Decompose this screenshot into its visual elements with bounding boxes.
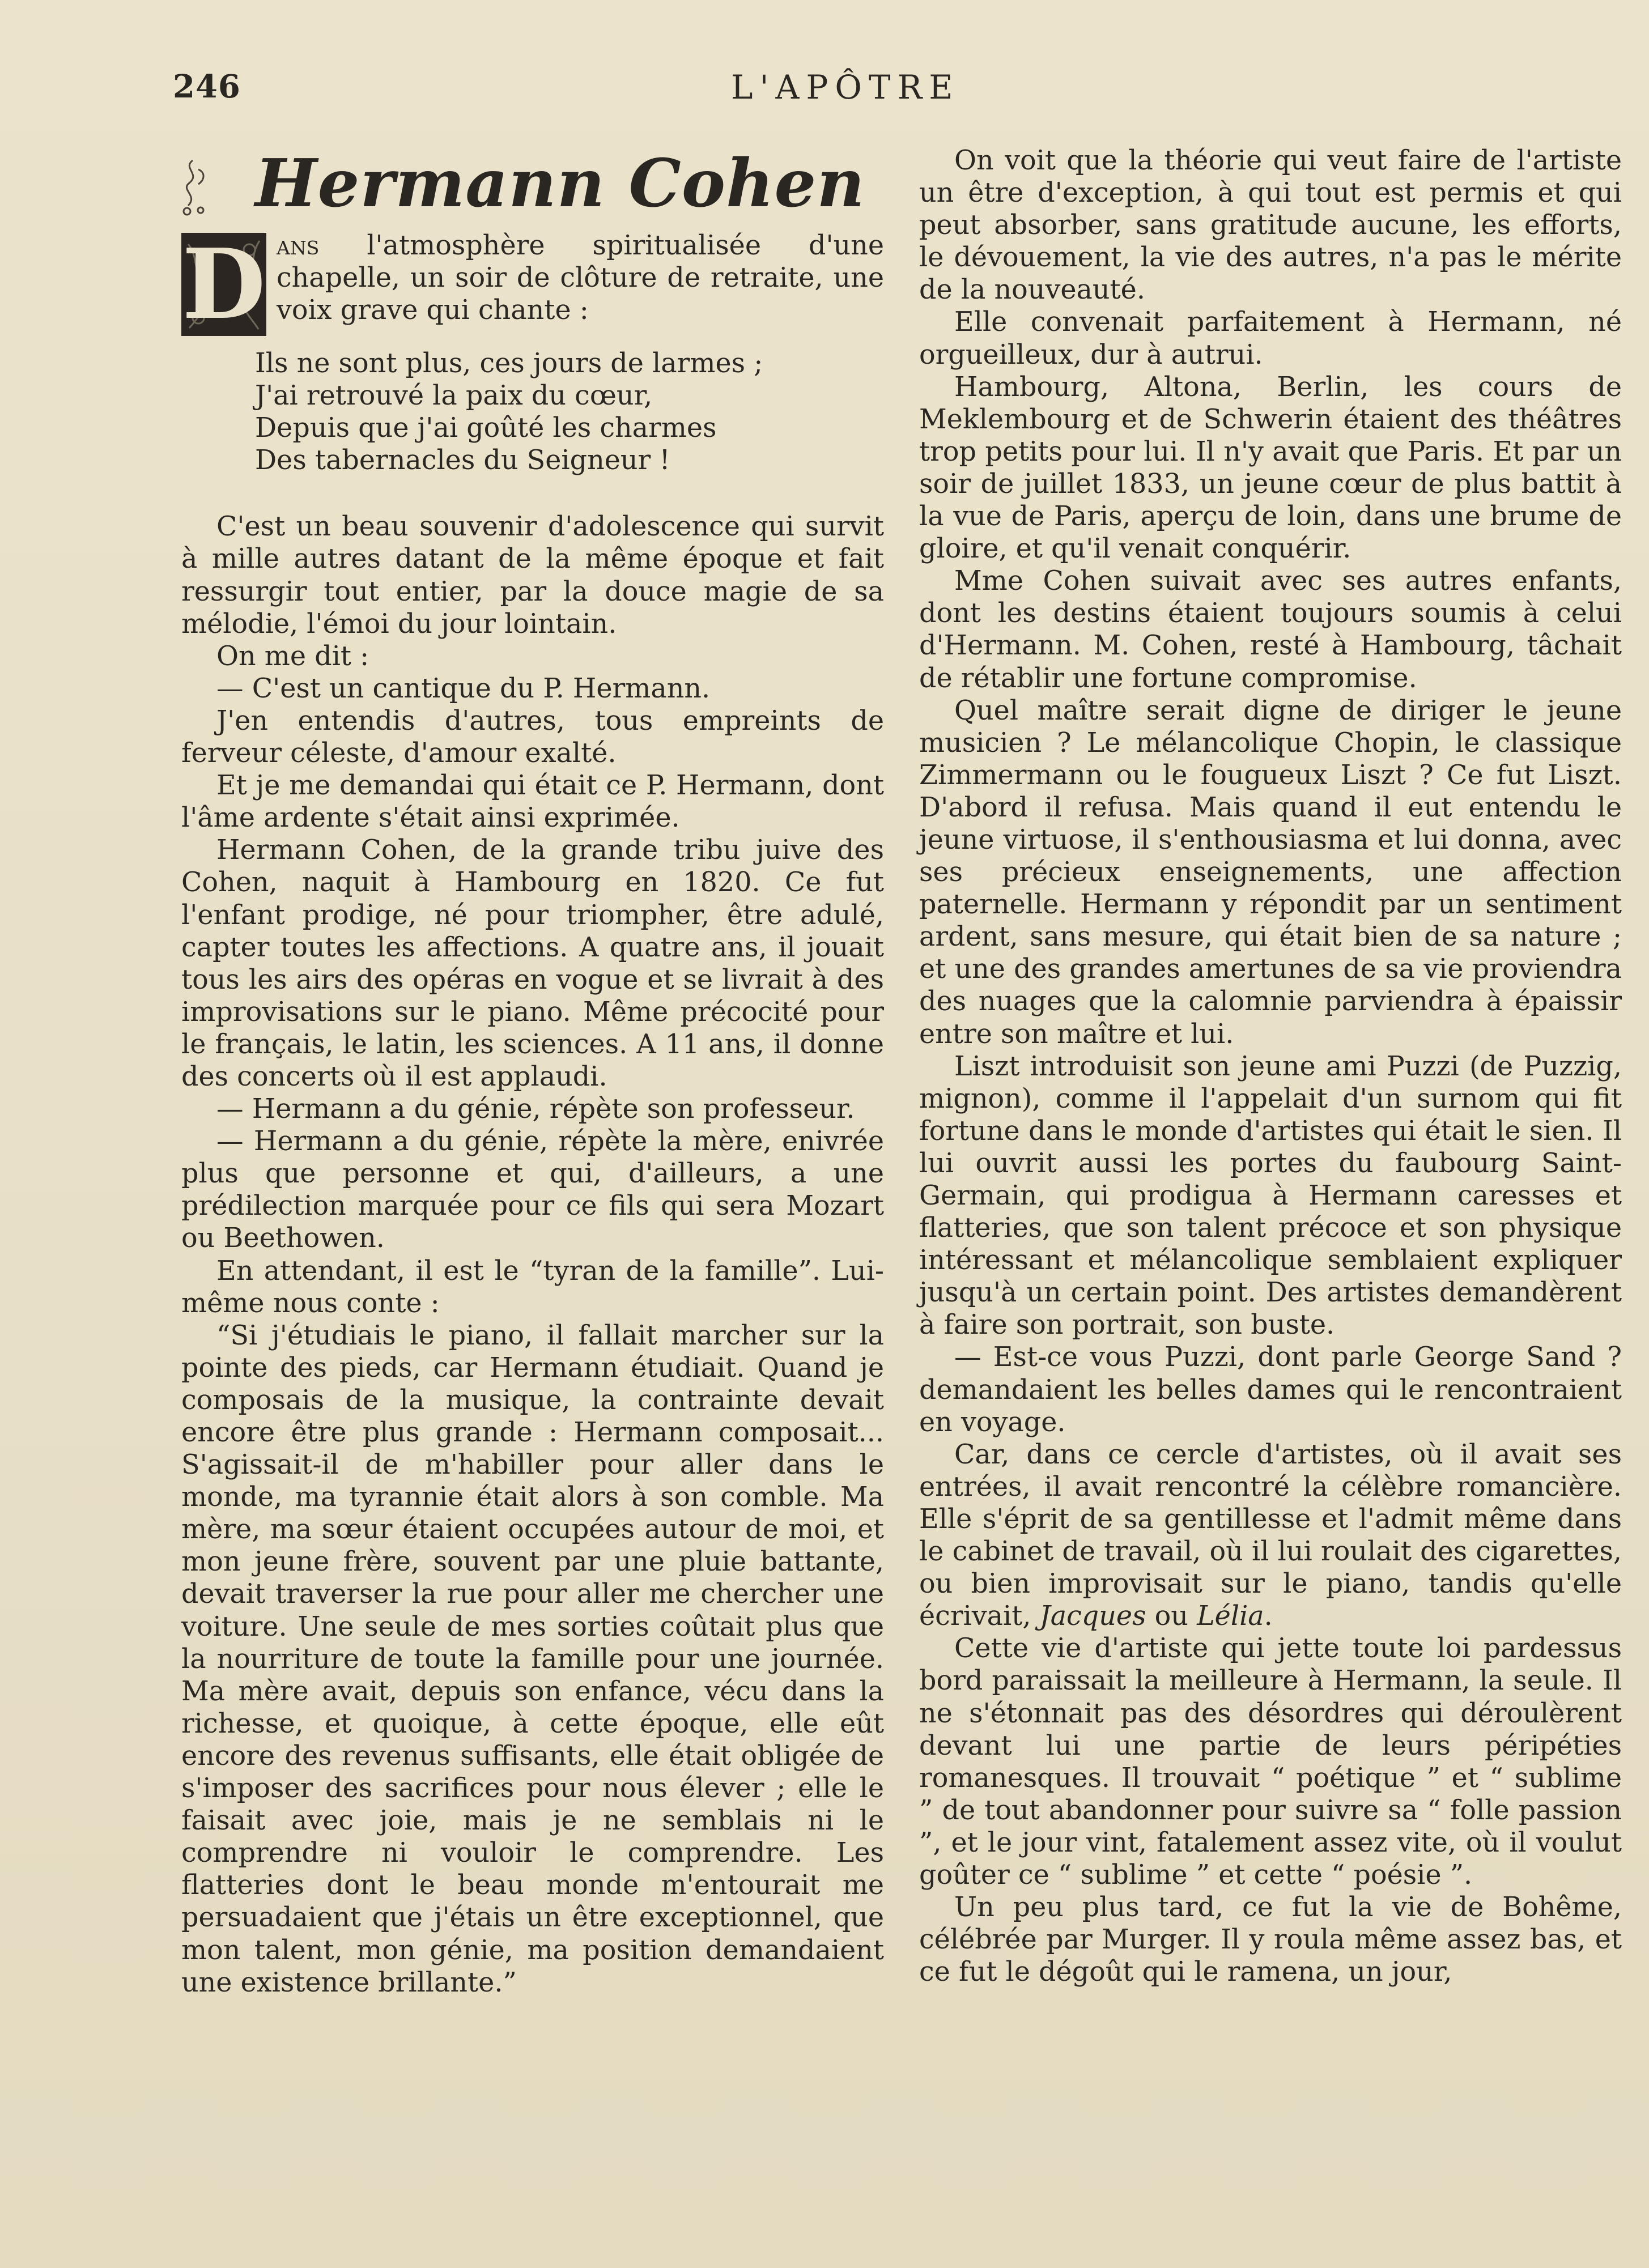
intro-smallcaps: ans: [277, 230, 320, 261]
body-paragraph: Liszt introduisit son jeune ami Puzzi (de Puzzig, mignon), comme il l'appelait d'un surnom qui fit fortune dans le monde d'artistes qui était le sien. Il lui ouvrit aussi les portes du faubourg Saint-Germain, qui prodigua à Hermann caresses et flatteries, que son talent précoce et son physique intéressant et mélancolique semblaient expliquer jusqu'à un certain point. Des artistes demandèrent à faire son portrait, son buste.: [919, 1050, 1622, 1341]
verse-line: Ils ne sont plus, ces jours de larmes ;: [255, 348, 763, 379]
body-paragraph: J'en entendis d'autres, tous empreints de ferveur céleste, d'amour exalté.: [181, 705, 884, 769]
verse-line: Des tabernacles du Seigneur !: [255, 445, 670, 476]
body-paragraph: Et je me demandai qui était ce P. Hermann, dont l'âme ardente s'était ainsi exprimée.: [181, 770, 884, 834]
body-paragraph: Hermann Cohen, de la grande tribu juive des Cohen, naquit à Hambourg en 1820. Ce fut l'enfant prodige, né pour triompher, être adulé, capter toutes les affections. A quatre ans, il jouait tous les airs des opéras en vogue et se livrait à des improvisations sur le piano. Même précocité pour le français, le latin, les sciences. A 11 ans, il donne des concerts où il est applaudi.: [181, 835, 884, 1092]
body-paragraph: — Hermann a du génie, répète la mère, enivrée plus que personne et qui, d'ailleurs, a une prédilection marquée pour ce fils qui sera Mozart ou Beethowen.: [181, 1126, 884, 1254]
body-paragraph: En attendant, il est le “tyran de la famille”. Lui-même nous conte :: [181, 1255, 884, 1319]
drop-cap: [181, 228, 266, 341]
body-paragraph: On voit que la théorie qui veut faire de l'artiste un être d'exception, à qui tout est permis et qui peut absorber, sans gratitude aucune, les efforts, le dévouement, la vie des autres, n'a pas le mérite de la nouveauté.: [919, 145, 1622, 306]
hymn-verse: [255, 347, 884, 476]
verse-line: Depuis que j'ai goûté les charmes: [255, 412, 717, 444]
body-paragraph: — C'est un cantique du P. Hermann.: [216, 673, 711, 704]
body-paragraph: Mme Cohen suivait avec ses autres enfants, dont les destins étaient toujours soumis à celui d'Hermann. M. Cohen, resté à Hambourg, tâchait de rétablir une fortune compromise.: [919, 565, 1622, 694]
page-header: [0, 68, 1649, 113]
article-title: Hermann Cohen: [255, 145, 865, 222]
book-title-lelia: Lélia: [1197, 1601, 1264, 1632]
body-paragraph: — Est-ce vous Puzzi, dont parle George Sand ? demandaient les belles dames qui le rencontraient en voyage.: [919, 1342, 1622, 1438]
title-block: [181, 144, 884, 229]
body-paragraph: C'est un beau souvenir d'adolescence qui survit à mille autres datant de la même époque et fait ressurgir tout entier, par la douce magie de sa mélodie, l'émoi du jour lointain.: [181, 511, 884, 640]
paragraph-text: Car, dans ce cercle d'artistes, où il avait ses entrées, il avait rencontré la célèbre romancière. Elle s'éprit de sa gentillesse et l'admit même dans le cabinet de travail, où il lui roulait des cigarettes, ou bien improvisait sur le piano, tandis qu'elle écrivait,: [919, 1439, 1622, 1632]
body-paragraph: — Hermann a du génie, répète son professeur.: [216, 1093, 855, 1125]
body-paragraph: Elle convenait parfaitement à Hermann, né orgueilleux, dur à autrui.: [919, 307, 1622, 371]
intro-paragraph: [181, 228, 884, 341]
george-sand-paragraph: [919, 1439, 1622, 1633]
verse-line: J'ai retrouvé la paix du cœur,: [255, 380, 653, 412]
paragraph-text: ou: [1146, 1601, 1197, 1632]
fleuron-icon: [176, 156, 215, 218]
paragraph-text: .: [1264, 1601, 1273, 1632]
quotation-paragraph: “Si j'étudiais le piano, il fallait marcher sur la pointe des pieds, car Hermann étudiait. Quand je composais de la musique, la contrainte devait encore être plus grande : Hermann composait... S'agissait-il de m'habiller pour aller dans le monde, ma tyrannie était alors à son comble. Ma mère, ma sœur étaient occupées autour de moi, et mon jeune frère, souvent par une pluie battante, devait traverser la rue pour aller me chercher une voiture. Une seule de mes sorties coûtait plus que la nourriture de toute la famille pour une journée. Ma mère avait, depuis son enfance, vécu dans la richesse, et quoique, à cette époque, elle eût encore des revenus suffisants, elle était obligée de s'imposer des sacrifices pour nous élever ; elle le faisait avec joie, mais je ne semblais ni le comprendre ni vouloir le comprendre. Les flatteries dont le beau monde m'entourait me persuadaient que j'étais un être exceptionnel, que mon talent, mon génie, ma position demandaient une existence brillante.”: [181, 1320, 884, 1998]
running-head: L'APÔTRE: [731, 68, 960, 107]
body-paragraph: On me dit :: [216, 640, 369, 672]
page-number: 246: [173, 68, 241, 105]
body-paragraph: Cette vie d'artiste qui jette toute loi pardessus bord paraissait la meilleure à Hermann, la seule. Il ne s'étonnait pas des désordres qui déroulèrent devant lui une partie de leurs péripéties romanesques. Il trouvait “ poétique ” et “ sublime ” de tout abandonner pour suivre sa “ folle passion ”, et le jour vint, fatalement assez vite, où il voulut goûter ce “ sublime ” et cette “ poésie ”.: [919, 1633, 1622, 1891]
left-column: [181, 144, 884, 1999]
intro-text: l'atmosphère spiritualisée d'une chapelle, un soir de clôture de retraite, une voix grave qui chante :: [277, 230, 884, 326]
body-paragraph: Quel maître serait digne de diriger le jeune musicien ? Le mélancolique Chopin, le classique Zimmermann ou le fougueux Liszt ? Ce fut Liszt. D'abord il refusa. Mais quand il eut entendu le jeune virtuose, il s'enthousiasma et lui donna, avec ses précieux enseignements, une affection paternelle. Hermann y répondit par un sentiment ardent, sans mesure, qui était bien de sa nature ; et une des grandes amertunes de sa vie proviendra des nuages que la calomnie parviendra à épaissir entre son maître et lui.: [919, 695, 1622, 1050]
book-title-jacques: Jacques: [1039, 1601, 1146, 1632]
drop-cap-letter: D: [182, 228, 266, 341]
body-paragraph: Hambourg, Altona, Berlin, les cours de Meklembourg et de Schwerin étaient des théâtres trop petits pour lui. Il n'y avait que Paris. Et par un soir de juillet 1833, un jeune cœur de plus battit à la vue de Paris, aperçu de loin, dans une brume de gloire, et qu'il venait conquérir.: [919, 371, 1622, 565]
right-column: [919, 144, 1622, 1988]
body-paragraph: Un peu plus tard, ce fut la vie de Bohême, célébrée par Murger. Il y roula même assez bas, et ce fut le dégoût qui le ramena, un jour,: [919, 1892, 1622, 1988]
